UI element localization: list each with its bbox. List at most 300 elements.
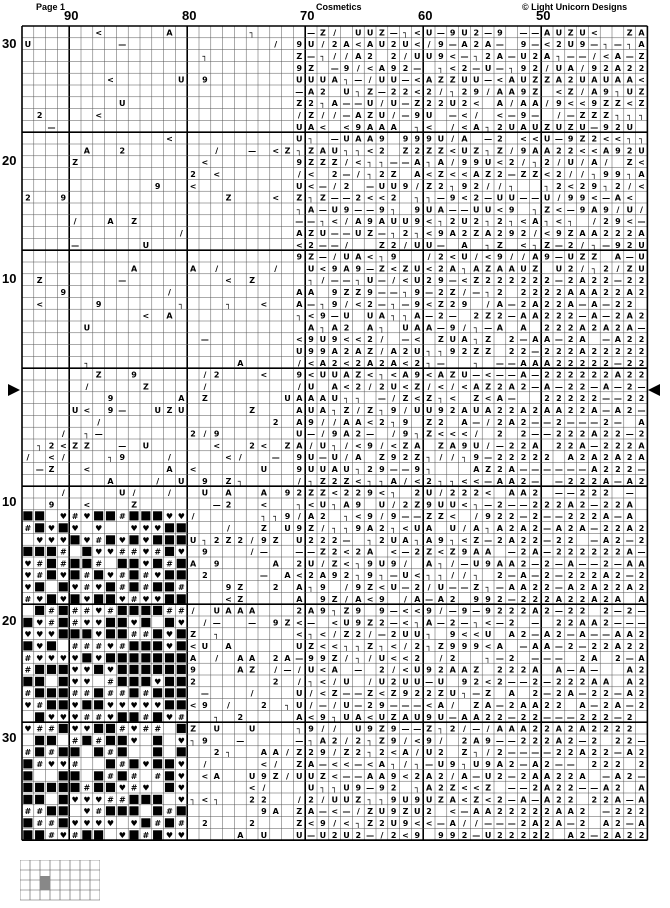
- stitch-symbol: 9: [520, 87, 527, 97]
- stitch-symbol: <: [319, 264, 327, 274]
- stitch-symbol: —: [436, 193, 445, 203]
- stitch-symbol: <: [402, 771, 409, 781]
- stitch-symbol: A: [555, 736, 563, 746]
- stitch-symbol: 9: [402, 429, 409, 439]
- stitch-symbol: Z: [414, 99, 421, 109]
- stitch-symbol: ♥: [130, 524, 138, 534]
- stitch-symbol: ♥: [177, 795, 185, 805]
- stitch-symbol: —: [590, 559, 599, 569]
- stitch-symbol: A: [343, 417, 350, 427]
- stitch-symbol: —: [543, 712, 552, 722]
- stitch-symbol: <: [343, 819, 350, 829]
- stitch-symbol: —: [554, 276, 563, 286]
- stitch-symbol: #: [130, 630, 138, 640]
- stitch-symbol: A: [449, 264, 456, 274]
- stitch-symbol: 9: [390, 724, 397, 734]
- stitch-symbol: A: [508, 559, 515, 569]
- stitch-symbol: <: [366, 594, 374, 604]
- stitch-symbol: 2: [567, 618, 574, 628]
- stitch-symbol: ┐: [214, 630, 220, 640]
- stitch-symbol: A: [225, 606, 232, 616]
- stitch-symbol: Z: [319, 476, 326, 486]
- stitch-symbol: A: [366, 134, 374, 144]
- stitch-symbol: 9: [414, 830, 421, 840]
- stitch-symbol: —: [637, 217, 646, 227]
- stitch-symbol: <: [425, 229, 433, 239]
- stitch-symbol: A: [614, 453, 622, 463]
- stitch-symbol: ♥: [47, 760, 56, 770]
- stitch-symbol: 2: [485, 712, 491, 722]
- stitch-symbol: U: [414, 240, 421, 250]
- stitch-symbol: —: [543, 512, 552, 522]
- stitch-symbol: 2: [473, 488, 480, 498]
- stitch-symbol: A: [296, 288, 303, 298]
- stitch-symbol: ♥: [59, 760, 67, 770]
- stitch-symbol: <: [425, 122, 433, 132]
- stitch-symbol: U: [508, 193, 515, 203]
- stitch-symbol: ■: [57, 685, 69, 700]
- stitch-symbol: Z: [237, 583, 244, 593]
- stitch-symbol: ┐: [414, 193, 420, 203]
- stitch-symbol: 2: [591, 394, 598, 404]
- stitch-symbol: 2: [567, 370, 574, 380]
- stitch-symbol: U: [638, 146, 645, 156]
- stitch-symbol: 2: [544, 394, 550, 404]
- stitch-symbol: A: [107, 476, 114, 486]
- stitch-symbol: #: [36, 807, 44, 817]
- stitch-symbol: 2: [556, 618, 562, 628]
- stitch-symbol: Z: [284, 618, 291, 628]
- stitch-symbol: 9: [367, 441, 373, 451]
- stitch-symbol: —: [401, 583, 410, 593]
- stitch-symbol: —: [519, 28, 528, 38]
- stitch-symbol: A: [532, 311, 539, 321]
- stitch-symbol: U: [296, 181, 303, 191]
- stitch-symbol: 2: [603, 712, 609, 722]
- stitch-symbol: 2: [615, 181, 621, 191]
- stitch-symbol: —: [94, 429, 103, 439]
- stitch-symbol: 2: [308, 240, 314, 250]
- stitch-symbol: ■: [104, 756, 117, 771]
- stitch-symbol: 2: [544, 299, 550, 309]
- stitch-symbol: 9: [320, 311, 326, 321]
- stitch-symbol: ┐: [462, 453, 467, 463]
- stitch-symbol: ♥: [142, 559, 150, 569]
- stitch-symbol: A: [402, 712, 409, 722]
- stitch-symbol: #: [95, 807, 103, 817]
- stitch-symbol: A: [591, 429, 598, 439]
- stitch-symbol: ■: [45, 803, 58, 818]
- stitch-symbol: U: [402, 571, 409, 581]
- stitch-symbol: U: [343, 87, 350, 97]
- stitch-symbol: /: [486, 299, 490, 309]
- stitch-symbol: 2: [355, 547, 362, 557]
- stitch-symbol: /: [321, 276, 325, 286]
- stitch-symbol: U: [378, 75, 386, 85]
- stitch-symbol: ■: [81, 826, 93, 841]
- stitch-symbol: —: [625, 618, 634, 628]
- stitch-symbol: 9: [426, 712, 432, 722]
- stitch-symbol: A: [508, 87, 515, 97]
- stitch-symbol: —: [637, 547, 646, 557]
- stitch-symbol: A: [366, 524, 374, 534]
- stitch-symbol: A: [638, 653, 645, 663]
- stitch-symbol: A: [567, 63, 574, 73]
- stitch-symbol: 2: [532, 288, 539, 298]
- stitch-symbol: 9: [414, 299, 421, 309]
- stitch-symbol: 2: [497, 122, 503, 132]
- stitch-symbol: ■: [128, 531, 140, 546]
- stitch-symbol: /: [510, 146, 514, 156]
- stitch-symbol: 2: [497, 311, 503, 321]
- stitch-symbol: A: [307, 323, 315, 333]
- stitch-symbol: ■: [116, 673, 128, 688]
- stitch-symbol: ■: [81, 697, 93, 712]
- stitch-symbol: A: [532, 771, 539, 781]
- stitch-symbol: 2: [603, 370, 609, 380]
- stitch-symbol: —: [448, 205, 457, 215]
- stitch-symbol: ♥: [95, 819, 103, 829]
- stitch-symbol: ┐: [379, 323, 385, 333]
- stitch-symbol: Z: [485, 689, 492, 699]
- stitch-symbol: ┐: [532, 158, 538, 168]
- stitch-symbol: A: [532, 335, 539, 345]
- stitch-symbol: /: [297, 665, 301, 675]
- stitch-symbol: —: [377, 394, 386, 404]
- stitch-symbol: A: [496, 99, 504, 109]
- stitch-symbol: A: [508, 264, 515, 274]
- stitch-symbol: A: [532, 819, 539, 829]
- stitch-symbol: 2: [497, 712, 503, 722]
- stitch-symbol: ♥: [36, 653, 44, 663]
- stitch-symbol: U: [331, 394, 338, 404]
- stitch-symbol: —: [531, 618, 540, 628]
- stitch-symbol: ┐: [485, 653, 491, 663]
- stitch-symbol: —: [118, 441, 127, 451]
- stitch-symbol: /: [510, 99, 514, 109]
- stitch-symbol: /: [321, 724, 325, 734]
- stitch-symbol: Z: [437, 441, 444, 451]
- stitch-symbol: A: [331, 347, 338, 357]
- stitch-symbol: A: [296, 583, 303, 593]
- stitch-symbol: A: [579, 618, 586, 628]
- stitch-symbol: —: [295, 653, 304, 663]
- stitch-symbol: 9: [320, 819, 326, 829]
- stitch-symbol: /: [451, 571, 455, 581]
- stitch-symbol: 2: [520, 712, 527, 722]
- stitch-symbol: ┐: [332, 524, 338, 534]
- stitch-symbol: —: [495, 63, 504, 73]
- stitch-symbol: Z: [72, 441, 79, 451]
- stitch-symbol: —: [448, 583, 457, 593]
- stitch-symbol: <: [425, 264, 433, 274]
- stitch-symbol: —: [507, 394, 516, 404]
- stitch-symbol: ┐: [308, 630, 314, 640]
- stitch-symbol: <: [201, 771, 209, 781]
- stitch-symbol: ■: [93, 685, 105, 700]
- stitch-symbol: ┐: [414, 783, 420, 793]
- stitch-symbol: —: [590, 40, 599, 50]
- stitch-symbol: <: [307, 370, 315, 380]
- stitch-symbol: 9: [438, 535, 444, 545]
- stitch-symbol: ■: [128, 791, 140, 806]
- stitch-symbol: ┐: [344, 642, 349, 652]
- stitch-symbol: 2: [556, 358, 562, 368]
- stitch-symbol: 2: [473, 311, 480, 321]
- stitch-symbol: 2: [556, 701, 562, 711]
- column-number-80: 80: [182, 8, 197, 23]
- stitch-symbol: 9: [95, 299, 102, 309]
- stitch-symbol: 9: [402, 689, 409, 699]
- stitch-symbol: 2: [626, 394, 633, 404]
- stitch-symbol: <: [590, 28, 598, 38]
- stitch-symbol: U: [319, 465, 327, 475]
- stitch-symbol: #: [118, 760, 126, 770]
- stitch-symbol: Z: [296, 760, 303, 770]
- stitch-symbol: Z: [449, 370, 456, 380]
- stitch-symbol: 9: [48, 500, 55, 510]
- stitch-symbol: 2: [331, 736, 338, 746]
- stitch-symbol: A: [461, 240, 468, 250]
- stitch-symbol: <: [331, 217, 339, 227]
- stitch-symbol: ■: [45, 638, 58, 653]
- stitch-symbol: 2: [579, 370, 586, 380]
- stitch-symbol: U: [555, 122, 563, 132]
- stitch-symbol: ┐: [639, 134, 644, 144]
- stitch-symbol: ■: [116, 767, 128, 782]
- stitch-symbol: Z: [426, 146, 433, 156]
- stitch-symbol: A: [520, 122, 527, 132]
- stitch-symbol: ■: [152, 555, 164, 570]
- stitch-symbol: 2: [308, 748, 314, 758]
- stitch-symbol: 9: [556, 99, 562, 109]
- stitch-symbol: 2: [579, 594, 586, 604]
- stitch-symbol: A: [484, 547, 492, 557]
- stitch-symbol: <: [461, 429, 468, 439]
- stitch-symbol: —: [613, 618, 622, 628]
- stitch-symbol: Z: [319, 28, 326, 38]
- stitch-symbol: ♥: [83, 535, 91, 545]
- stitch-symbol: 2: [615, 583, 621, 593]
- stitch-symbol: /: [640, 205, 643, 215]
- stitch-symbol: U: [425, 748, 433, 758]
- stitch-symbol: #: [71, 760, 79, 770]
- stitch-symbol: 2: [497, 771, 503, 781]
- stitch-symbol: A: [237, 830, 244, 840]
- stitch-symbol: 9: [485, 760, 491, 770]
- stitch-symbol: #: [36, 571, 44, 581]
- stitch-symbol: /: [250, 547, 254, 557]
- stitch-symbol: ┐: [450, 87, 456, 97]
- stitch-symbol: —: [212, 618, 221, 628]
- stitch-symbol: 2: [556, 441, 562, 451]
- stitch-symbol: U: [343, 252, 350, 262]
- stitch-symbol: A: [461, 712, 468, 722]
- stitch-symbol: 9: [615, 170, 621, 180]
- stitch-symbol: A: [496, 559, 504, 569]
- stitch-symbol: ■: [93, 508, 105, 523]
- stitch-symbol: <: [248, 783, 256, 793]
- stitch-symbol: /: [451, 122, 455, 132]
- stitch-symbol: 2: [579, 712, 586, 722]
- stitch-symbol: ■: [34, 508, 46, 523]
- stitch-symbol: 2: [438, 99, 444, 109]
- stitch-symbol: /: [345, 653, 348, 663]
- stitch-symbol: 9: [367, 571, 373, 581]
- stitch-symbol: 2: [638, 429, 645, 439]
- stitch-symbol: 2: [414, 771, 421, 781]
- stitch-symbol: #: [48, 819, 55, 829]
- stitch-symbol: —: [507, 783, 516, 793]
- stitch-symbol: <: [496, 158, 504, 168]
- stitch-symbol: ■: [163, 567, 176, 582]
- stitch-symbol: <: [354, 476, 362, 486]
- stitch-symbol: /: [333, 701, 337, 711]
- stitch-symbol: Z: [378, 736, 385, 746]
- stitch-symbol: A: [614, 370, 622, 380]
- stitch-symbol: Z: [485, 382, 492, 392]
- stitch-symbol: 2: [520, 736, 527, 746]
- stitch-symbol: —: [578, 736, 587, 746]
- stitch-symbol: <: [343, 547, 350, 557]
- stitch-symbol: #: [71, 618, 79, 628]
- stitch-symbol: —: [613, 476, 622, 486]
- stitch-symbol: 9: [426, 606, 432, 616]
- stitch-symbol: <: [449, 394, 457, 404]
- stitch-symbol: 9: [331, 335, 338, 345]
- stitch-symbol: 2: [615, 736, 621, 746]
- stitch-symbol: ┐: [308, 134, 314, 144]
- stitch-symbol: A: [532, 299, 539, 309]
- stitch-symbol: A: [614, 193, 622, 203]
- stitch-symbol: 2: [532, 488, 539, 498]
- stitch-symbol: Z: [426, 512, 433, 522]
- stitch-symbol: U: [390, 535, 397, 545]
- stitch-symbol: A: [614, 75, 622, 85]
- stitch-symbol: Z: [225, 476, 232, 486]
- stitch-symbol: 2: [556, 689, 562, 699]
- stitch-symbol: #: [118, 547, 126, 557]
- stitch-symbol: Z: [485, 311, 492, 321]
- stitch-symbol: 2: [461, 229, 468, 239]
- stitch-symbol: ♥: [47, 712, 56, 722]
- stitch-symbol: #: [154, 547, 162, 557]
- stitch-symbol: 2: [497, 606, 503, 616]
- stitch-symbol: Z: [437, 512, 444, 522]
- stitch-symbol: A: [532, 701, 539, 711]
- stitch-symbol: A: [626, 689, 633, 699]
- stitch-symbol: U: [307, 264, 315, 274]
- stitch-symbol: ┐: [627, 170, 633, 180]
- stitch-symbol: A: [178, 394, 185, 404]
- stitch-symbol: A: [473, 712, 480, 722]
- stitch-symbol: ♥: [24, 583, 32, 593]
- stitch-symbol: <: [520, 240, 527, 250]
- stitch-symbol: 2: [473, 181, 480, 191]
- stitch-symbol: 2: [25, 193, 31, 203]
- stitch-symbol: ■: [163, 756, 176, 771]
- stitch-symbol: Z: [544, 122, 551, 132]
- stitch-symbol: ♥: [59, 594, 67, 604]
- stitch-symbol: ■: [93, 779, 105, 794]
- stitch-symbol: U: [378, 712, 386, 722]
- stitch-symbol: A: [284, 653, 291, 663]
- stitch-symbol: —: [318, 760, 327, 770]
- stitch-symbol: #: [71, 736, 79, 746]
- stitch-symbol: 9: [438, 40, 444, 50]
- stitch-symbol: #: [71, 512, 79, 522]
- stitch-symbol: —: [519, 193, 528, 203]
- stitch-symbol: ┐: [485, 583, 491, 593]
- stitch-symbol: U: [331, 370, 338, 380]
- stitch-symbol: <: [343, 382, 350, 392]
- stitch-symbol: 2: [567, 748, 574, 758]
- stitch-symbol: U: [484, 63, 492, 73]
- stitch-symbol: —: [566, 52, 575, 62]
- stitch-symbol: —: [554, 583, 563, 593]
- stitch-symbol: 2: [520, 807, 527, 817]
- stitch-symbol: <: [307, 500, 315, 510]
- stitch-symbol: ■: [175, 555, 187, 570]
- stitch-symbol: 2: [626, 229, 633, 239]
- stitch-symbol: 2: [579, 606, 586, 616]
- stitch-symbol: ♥: [24, 571, 32, 581]
- stitch-symbol: 2: [556, 394, 562, 404]
- stitch-symbol: ■: [104, 649, 117, 664]
- stitch-symbol: U: [402, 795, 409, 805]
- stitch-symbol: <: [461, 122, 468, 132]
- stitch-symbol: Z: [367, 583, 374, 593]
- stitch-symbol: —: [330, 134, 339, 144]
- stitch-symbol: 2: [414, 642, 421, 652]
- stitch-symbol: ┐: [202, 52, 208, 62]
- stitch-symbol: —: [366, 830, 375, 840]
- stitch-symbol: 2: [414, 358, 421, 368]
- stitch-symbol: ┐: [367, 158, 373, 168]
- stitch-symbol: A: [473, 382, 480, 392]
- stitch-symbol: ┐: [367, 736, 373, 746]
- stitch-symbol: A: [437, 370, 445, 380]
- stitch-symbol: ♥: [177, 736, 185, 746]
- stitch-symbol: —: [436, 358, 445, 368]
- stitch-symbol: U: [414, 630, 421, 640]
- stitch-symbol: ■: [175, 697, 187, 712]
- stitch-symbol: ■: [57, 520, 69, 535]
- stitch-symbol: 2: [579, 382, 586, 392]
- stitch-symbol: —: [354, 205, 363, 215]
- stitch-symbol: 9: [426, 500, 432, 510]
- stitch-symbol: U: [366, 28, 374, 38]
- stitch-symbol: 9: [449, 28, 456, 38]
- stitch-symbol: Z: [296, 819, 303, 829]
- stitch-symbol: A: [638, 170, 645, 180]
- stitch-symbol: A: [272, 748, 279, 758]
- stitch-symbol: A: [355, 712, 362, 722]
- stitch-symbol: #: [95, 535, 103, 545]
- stitch-symbol: A: [496, 52, 504, 62]
- stitch-symbol: 2: [532, 712, 539, 722]
- stitch-symbol: <: [402, 665, 409, 675]
- stitch-symbol: U: [520, 264, 527, 274]
- stitch-symbol: 9: [615, 240, 621, 250]
- stitch-symbol: 2: [603, 760, 609, 770]
- stitch-symbol: <: [402, 276, 409, 286]
- stitch-symbol: 2: [626, 736, 633, 746]
- stitch-symbol: 2: [638, 677, 645, 687]
- stitch-symbol: 9: [449, 347, 456, 357]
- stitch-symbol: ♥: [106, 547, 115, 557]
- stitch-symbol: ■: [34, 579, 46, 594]
